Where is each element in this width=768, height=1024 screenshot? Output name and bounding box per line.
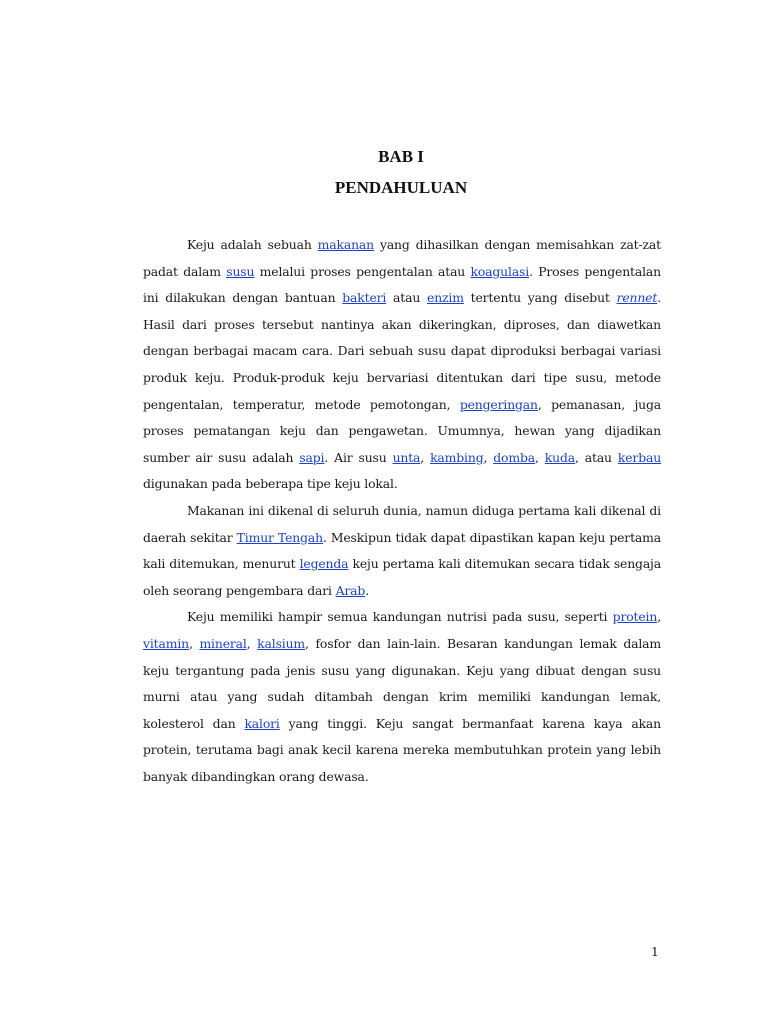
chapter-title: PENDAHULUAN — [334, 178, 468, 197]
link-domba[interactable]: domba — [493, 449, 535, 465]
link-mineral[interactable]: mineral — [199, 635, 247, 651]
text-segment: yang tinggi. Keju sangat bermanfaat karena kaya akan protein, terutama bagi anak kecil karena mereka membutuhkan protein yang lebih banyak dibandingkan orang dewasa. — [143, 715, 661, 784]
text-segment: . Proses pengentalan ini dilakukan dengan bantuan — [143, 263, 661, 306]
link-kambing[interactable]: kambing — [430, 449, 484, 465]
body-text — [143, 232, 661, 790]
text-segment: tertentu yang disebut — [463, 290, 617, 306]
link-bakteri[interactable]: bakteri — [342, 290, 387, 306]
link-kalsium[interactable]: kalsium — [257, 635, 306, 651]
link-susu[interactable]: susu — [226, 263, 255, 279]
link-kuda[interactable]: kuda — [544, 449, 575, 465]
paragraph-2 — [143, 498, 661, 604]
text-segment: Keju memiliki hampir semua kandungan nutrisi pada susu, seperti — [187, 609, 613, 625]
text-segment: , — [483, 449, 494, 465]
link-makanan[interactable]: makanan — [317, 237, 374, 252]
chapter-label: BAB I — [378, 147, 424, 166]
link-kerbau[interactable]: kerbau — [617, 449, 662, 465]
text-segment: , — [420, 449, 431, 465]
text-segment: digunakan pada beberapa tipe keju lokal. — [143, 476, 398, 492]
text-segment: . — [365, 582, 369, 598]
text-segment: , — [188, 635, 200, 651]
link-timur-tengah[interactable]: Timur Tengah — [236, 529, 323, 545]
text-segment: . Air susu — [324, 449, 393, 465]
text-segment: atau — [386, 290, 428, 306]
text-segment: Makanan ini dikenal di seluruh dunia, namun diduga pertama kali dikenal di daerah sekitar — [143, 502, 661, 545]
link-sapi[interactable]: sapi — [299, 449, 325, 465]
text-segment: keju pertama kali ditemukan secara tidak sengaja oleh seorang pengembara dari — [143, 556, 661, 598]
link-unta[interactable]: unta — [392, 449, 421, 465]
text-segment: , — [657, 609, 661, 625]
text-segment: Keju adalah sebuah — [187, 237, 318, 252]
link-koagulasi[interactable]: koagulasi — [470, 263, 530, 279]
text-segment: yang dihasilkan dengan memisahkan zat-zat padat dalam — [143, 237, 661, 279]
link-legenda[interactable]: legenda — [299, 556, 349, 572]
link-arab[interactable]: Arab — [335, 582, 366, 598]
paragraph-1 — [143, 232, 661, 498]
text-segment: , fosfor dan lain-lain. Besaran kandungan lemak dalam keju tergantung pada jenis susu yang digunakan. Keju yang dibuat dengan susu murni atau yang sudah ditambah dengan krim memiliki kandungan lemak, kolesterol dan — [143, 635, 662, 731]
text-segment: , pemanasan, juga proses pematangan keju dan pengawetan. Umumnya, hewan yang dijadikan sumber air susu adalah — [143, 396, 661, 465]
link-protein[interactable]: protein — [612, 609, 658, 625]
text-segment: , — [246, 635, 258, 651]
link-enzim[interactable]: enzim — [427, 290, 464, 306]
page-number: 1 — [651, 944, 659, 959]
text-segment: melalui proses pengentalan atau — [254, 263, 471, 279]
link-kalori[interactable]: kalori — [244, 715, 280, 731]
link-rennet[interactable]: rennet — [616, 290, 658, 306]
text-segment: , atau — [574, 449, 618, 465]
link-vitamin[interactable]: vitamin — [143, 635, 189, 651]
paragraph-3 — [143, 604, 661, 790]
text-segment: . Hasil dari proses tersebut nantinya akan dikeringkan, diproses, dan diawetkan dengan berbagai macam cara. Dari sebuah susu dapat diproduksi berbagai variasi produk keju. Produk-produk keju bervariasi ditentukan dari tipe susu, metode pengentalan, temperatur, metode pemotongan, — [143, 290, 661, 412]
text-segment: , — [534, 449, 545, 465]
text-segment: . Meskipun tidak dapat dipastikan kapan keju pertama kali ditemukan, menurut — [143, 529, 661, 572]
link-pengeringan[interactable]: pengeringan — [459, 396, 538, 412]
